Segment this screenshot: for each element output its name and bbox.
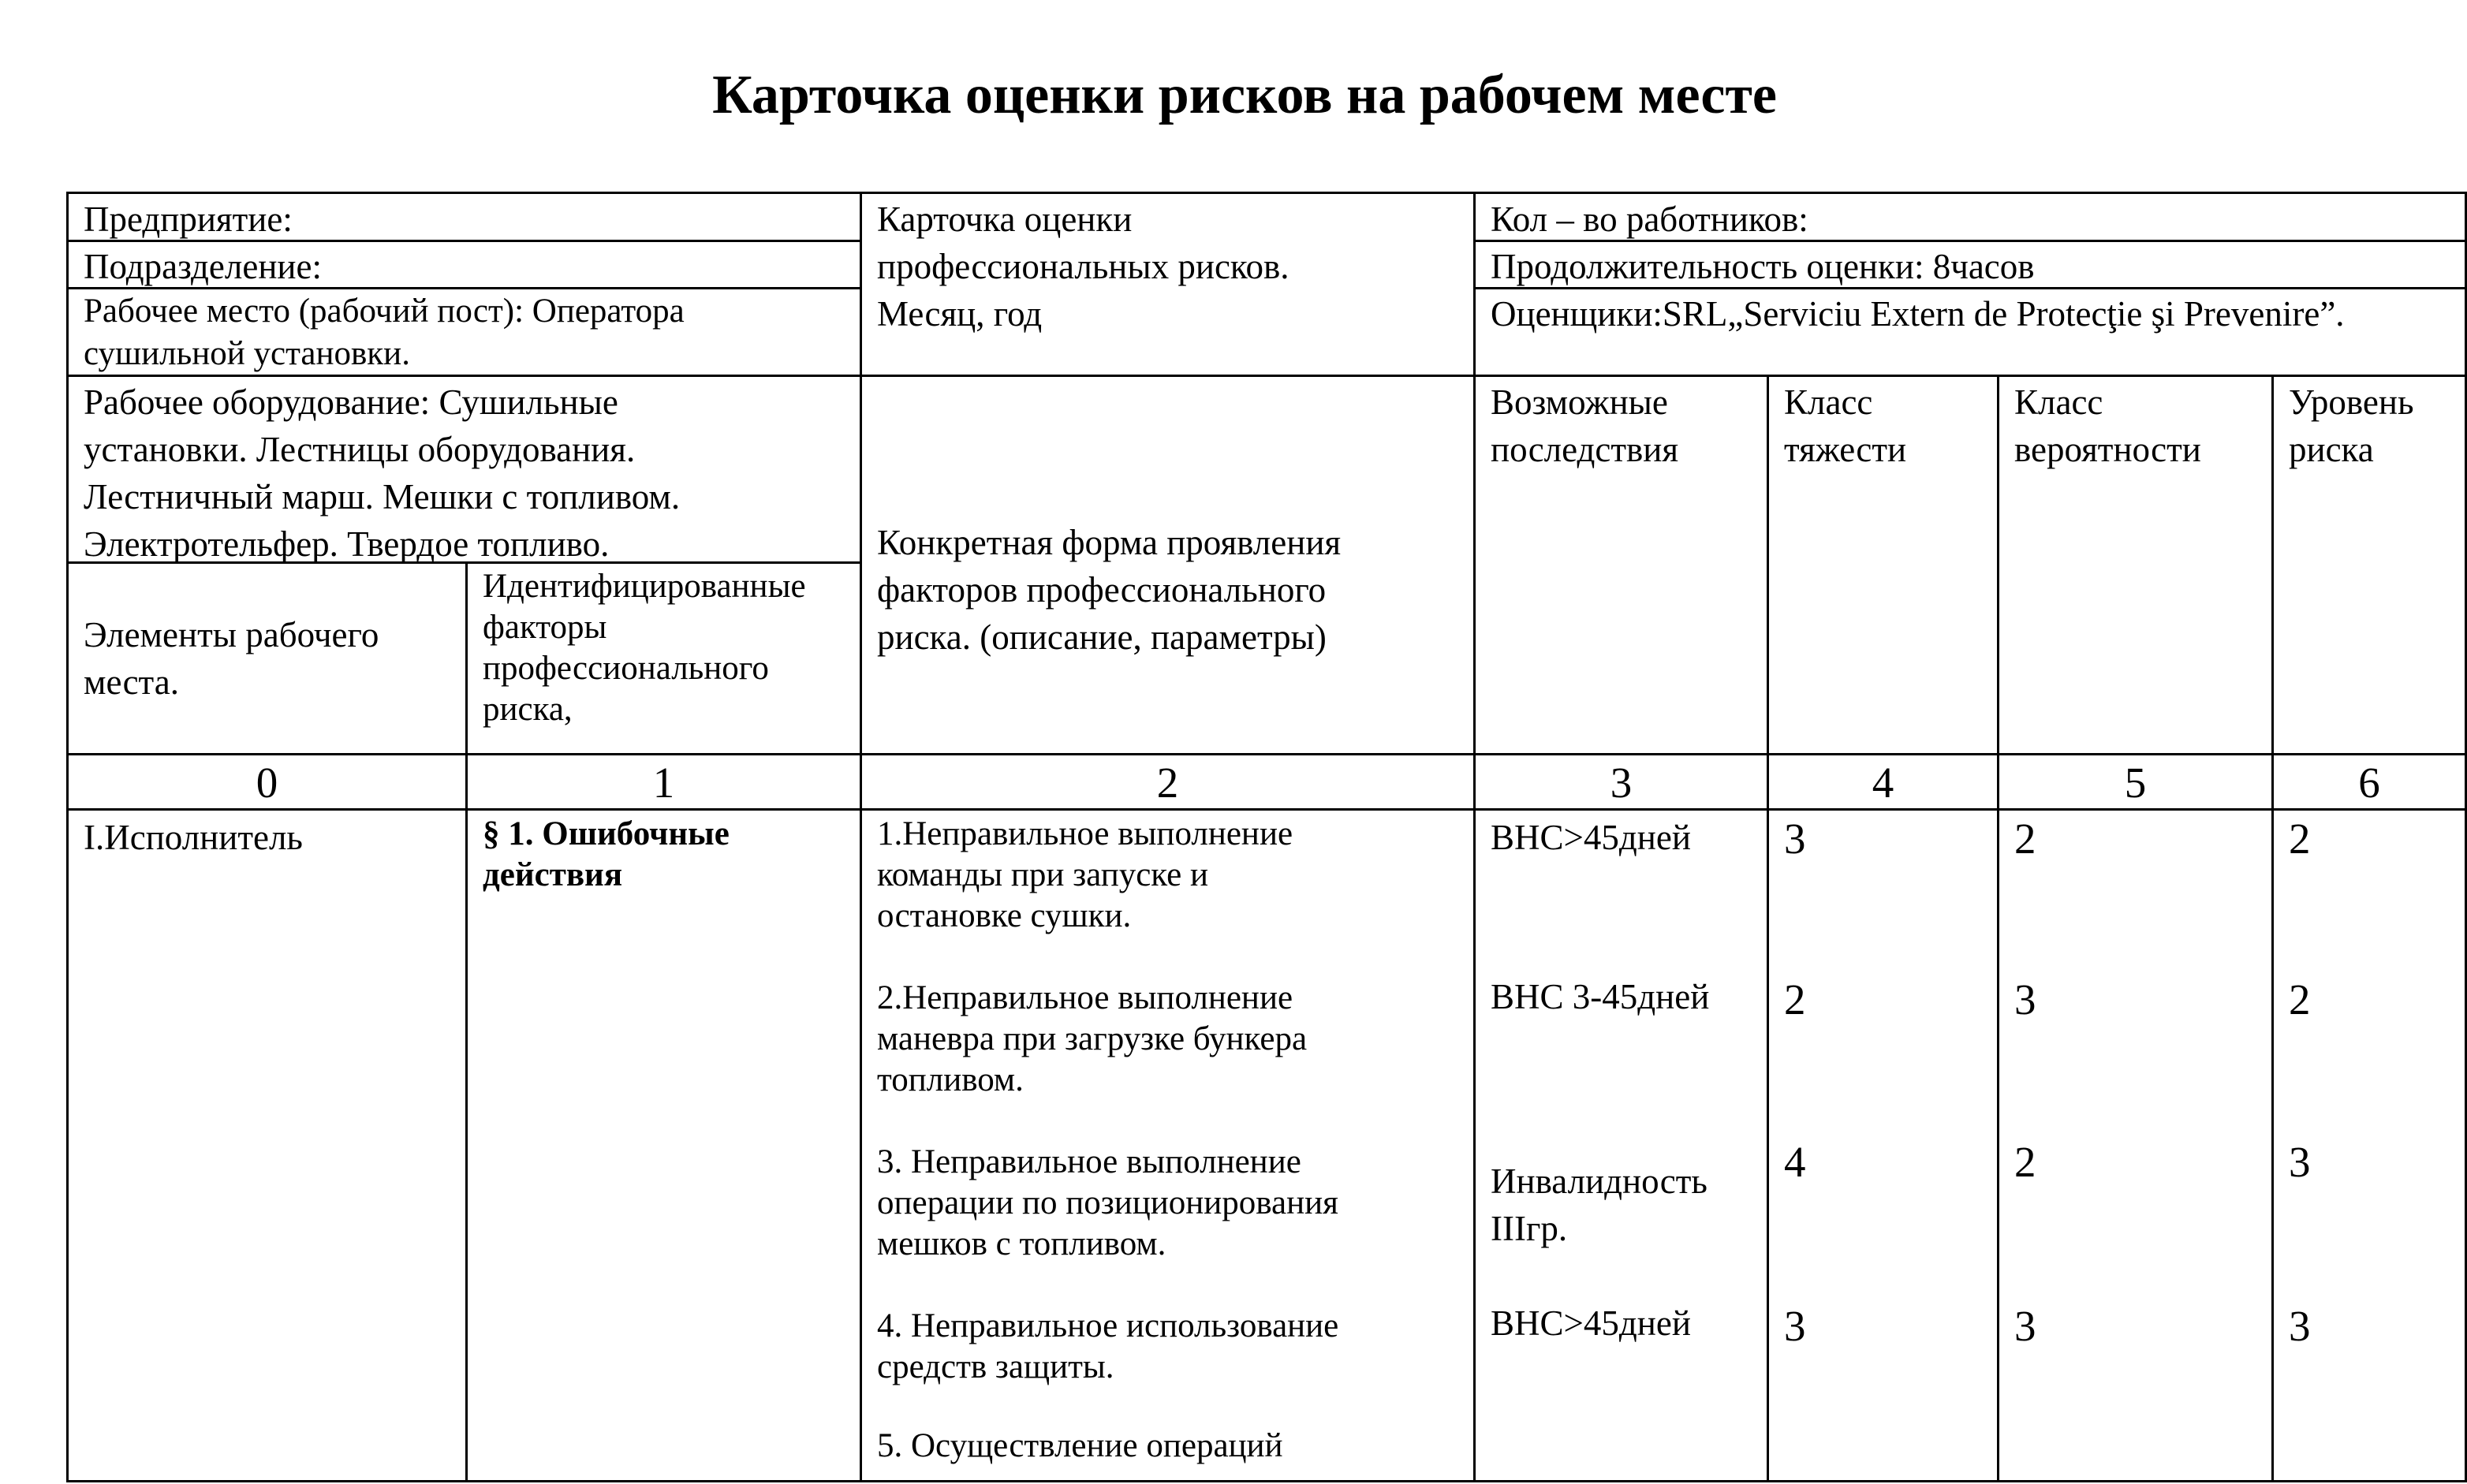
column-number: 5 xyxy=(2124,759,2147,807)
workers-count-label: Кол – во работников: xyxy=(1491,199,1808,239)
severity-value: 4 xyxy=(1784,1138,1806,1186)
header-elements: Элементы рабочего места. xyxy=(84,615,379,702)
column-number: 3 xyxy=(1610,759,1633,807)
column-divider xyxy=(1997,375,1999,1482)
risk-consequence: ВНС>45дней xyxy=(1491,1303,1691,1343)
factor-erroneous-actions: § 1. Ошибочные действия xyxy=(483,815,730,893)
header-form: Конкретная форма проявления факторов профессионального риска. (описание, параметры) xyxy=(877,523,1342,657)
column-divider xyxy=(2271,375,2274,1482)
column-number: 2 xyxy=(1156,759,1179,807)
probability-value: 3 xyxy=(2014,1302,2036,1350)
header-severity: Класс тяжести xyxy=(1784,382,1907,469)
risk-description: 4. Неправильное использование средств защиты. xyxy=(877,1307,1339,1385)
risk-description: 5. Осуществление операций xyxy=(877,1427,1283,1464)
column-number: 6 xyxy=(2358,759,2380,807)
risk-level-value: 2 xyxy=(2289,815,2311,863)
column-divider xyxy=(1473,192,1476,1482)
risk-description: 3. Неправильное выполнение операции по позиционирования мешков с топливом. xyxy=(877,1143,1338,1262)
probability-value: 2 xyxy=(2014,1138,2036,1186)
column-number: 1 xyxy=(652,759,675,807)
risk-consequence: ВНС 3-45дней xyxy=(1491,977,1710,1016)
column-divider xyxy=(465,561,468,1482)
risk-description: 2.Неправильное выполнение маневра при загрузке бункера топливом. xyxy=(877,979,1308,1098)
risk-level-value: 3 xyxy=(2289,1138,2311,1186)
header-factors: Идентифицированные факторы профессионального риска, xyxy=(483,568,806,728)
workplace-label: Рабочее место (рабочий пост): Оператора сушильной установки. xyxy=(84,293,685,372)
severity-value: 3 xyxy=(1784,1302,1806,1350)
duration-label: Продолжительность оценки: 8часов xyxy=(1491,247,2035,286)
header-consequences: Возможные последствия xyxy=(1491,382,1679,469)
enterprise-label: Предприятие: xyxy=(84,199,293,239)
card-info: Карточка оценки профессиональных рисков. Месяц, год xyxy=(877,199,1289,334)
table-bottom-border xyxy=(66,1480,2467,1482)
row-divider xyxy=(66,808,2467,811)
table-left-border xyxy=(66,192,69,1482)
row-divider xyxy=(66,753,2467,755)
equipment-list: Рабочее оборудование: Сушильные установки. Лестницы оборудования. Лестничный марш. Мешки с топливом. Электротельфер. Твердое топливо. xyxy=(84,382,681,564)
risk-level-value: 2 xyxy=(2289,975,2311,1024)
risk-consequence: ВНС>45дней xyxy=(1491,818,1691,857)
element-performer: I.Исполнитель xyxy=(84,818,303,857)
risk-description: 1.Неправильное выполнение команды при запуске и остановке сушки. xyxy=(877,815,1293,934)
subdivision-label: Подразделение: xyxy=(84,247,322,286)
probability-value: 3 xyxy=(2014,975,2036,1024)
assessors-label: Оценщики:SRL„Serviciu Extern de Protecţie şi Prevenire”. xyxy=(1491,294,2345,334)
header-probability: Класс вероятности xyxy=(2014,382,2201,469)
risk-consequence: Инвалидность IIIгр. xyxy=(1491,1161,1707,1248)
header-risk-level: Уровень риска xyxy=(2289,382,2414,469)
column-number: 0 xyxy=(256,759,278,807)
column-number: 4 xyxy=(1872,759,1894,807)
severity-value: 3 xyxy=(1784,815,1806,863)
column-divider xyxy=(1767,375,1769,1482)
column-divider xyxy=(860,192,862,1482)
page-title: Карточка оценки рисков на рабочем месте xyxy=(712,65,1777,125)
table-top-border xyxy=(66,192,2467,194)
risk-level-value: 3 xyxy=(2289,1302,2311,1350)
severity-value: 2 xyxy=(1784,975,1806,1024)
probability-value: 2 xyxy=(2014,815,2036,863)
